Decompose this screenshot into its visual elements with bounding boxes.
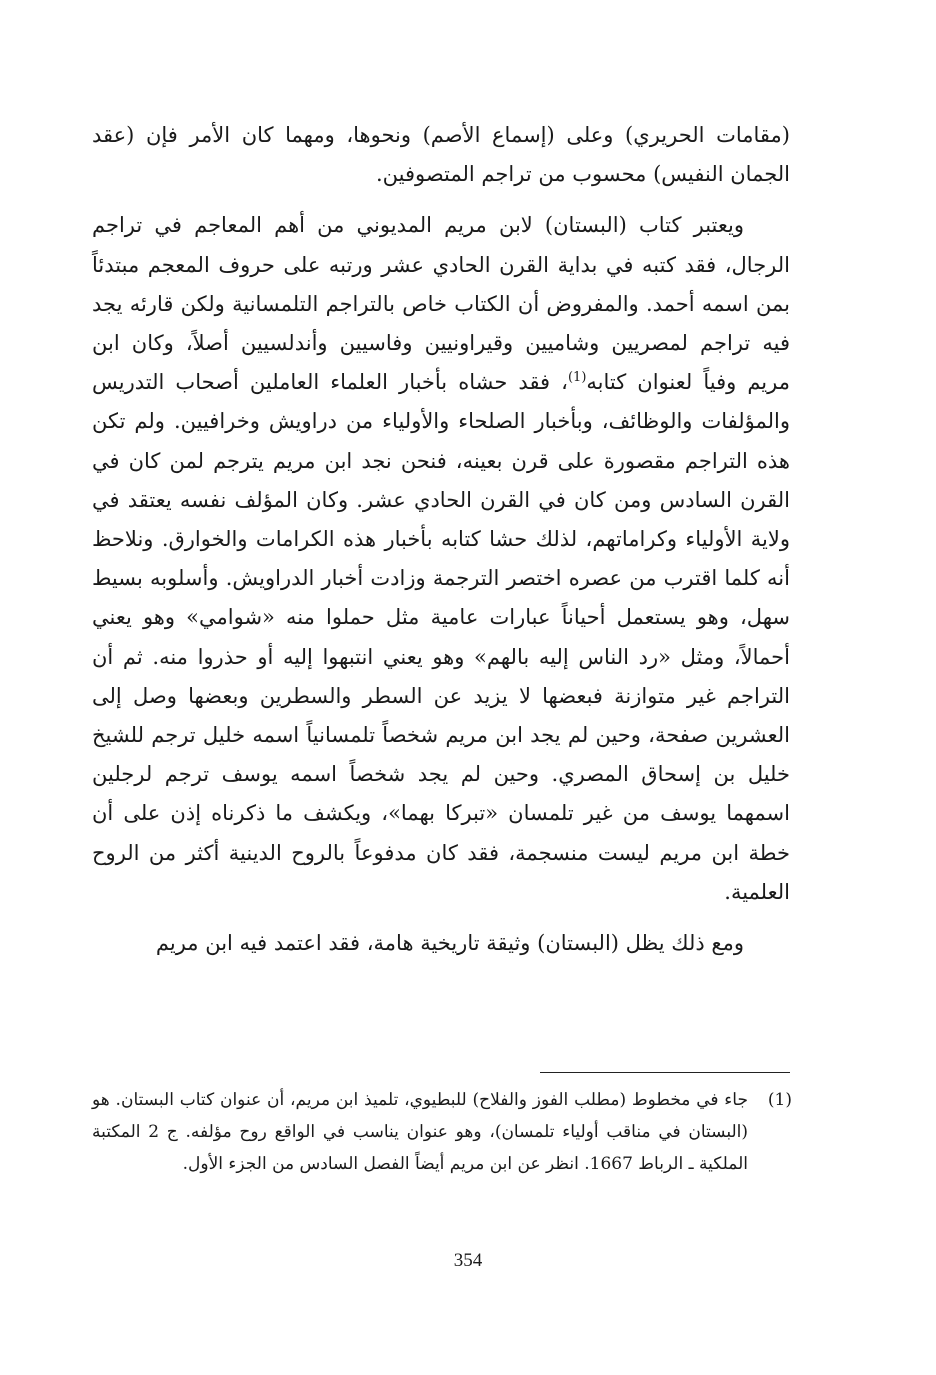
footnote-separator (540, 1072, 790, 1073)
paragraph-2-text-b: ، فقد حشاه بأخبار العلماء العاملين أصحاب التدريس والمؤلفات والوظائف، وبأخبار الصلحاء والأولياء من دراويش وخرافيين. ولم تكن هذه التراجم مقصورة على قرن بعينه، فنحن نجد ابن مريم يترجم لمن كان في القرن السادس ومن كان في القرن الحادي عشر. وكان المؤلف نفسه يعتقد في ولاية الأولياء وكراماتهم، لذلك حشا كتابه بأخبار هذه الكرامات والخوارق. ونلاحظ أنه كلما اقترب من عصره اختصر الترجمة وزادت أخبار الدراويش. وأسلوبه بسيط سهل، وهو يستعمل أحياناً عبارات عامية مثل حملوا منه «شوامي» وهو يعني أحمالاً، ومثل «رد الناس إليه بالهم» وهو يعني انتبهوا إليه أو حذروا منه. ثم أن التراجم غير متوازنة فبعضها لا يزيد عن السطر والسطرين وبعضها وصل إلى العشرين صفحة، وحين لم يجد ابن مريم شخصاً تلمسانياً اسمه خليل ترجم للشيخ خليل بن إسحاق المصري. وحين لم يجد شخصاً اسمه يوسف ترجم لرجلين اسمهما يوسف من غير تلمسان «تبركا بهما»، ويكشف ما ذكرناه إذن على أن خطة ابن مريم ليست منسجمة، فقد كان مدفوعاً بالروح الدينية أكثر من الروح العلمية. (92, 370, 790, 904)
paragraph-3: ومع ذلك يظل (البستان) وثيقة تاريخية هامة، فقد اعتمد فيه ابن مريم (155, 931, 744, 956)
page-number: 354 (453, 1250, 483, 1271)
footnote-text: جاء في مخطوط (مطلب الفوز والفلاح) للبطيوي، تلميذ ابن مريم، أن عنوان كتاب البستان. هو (البستان في مناقب أولياء تلمسان)، وهو عنوان يناسب في الواقع روح مؤلفه. ج 2 المكتبة الملكية ـ الرباط 1667. انظر عن ابن مريم أيضاً الفصل السادس من الجزء الأول. (92, 1090, 748, 1174)
footnote (92, 1084, 792, 1180)
footnote-number: (1) (767, 1090, 792, 1110)
paragraph-2 (92, 206, 790, 912)
footnote-reference: (1) (567, 370, 587, 386)
main-text (92, 116, 790, 963)
paragraph-2-text-a: ويعتبر كتاب (البستان) لابن مريم المديوني من أهم المعاجم في تراجم الرجال، فقد كتبه في بداية القرن الحادي عشر ورتبه على حروف المعجم مبتدئاً بمن اسمه أحمد. والمفروض أن الكتاب خاص بالتراجم التلمسانية ولكن قارئه يجد فيه تراجم لمصريين وشاميين وقيراونيين وفاسيين وأندلسيين أصلاً، وكان ابن مريم وفياً لعنوان كتابه (92, 213, 790, 395)
paragraph-1: (مقامات الحريري) وعلى (إسماع الأصم) ونحوها، ومهما كان الأمر فإن (عقد الجمان النفيس) محسوب من تراجم المتصوفين. (92, 123, 790, 187)
